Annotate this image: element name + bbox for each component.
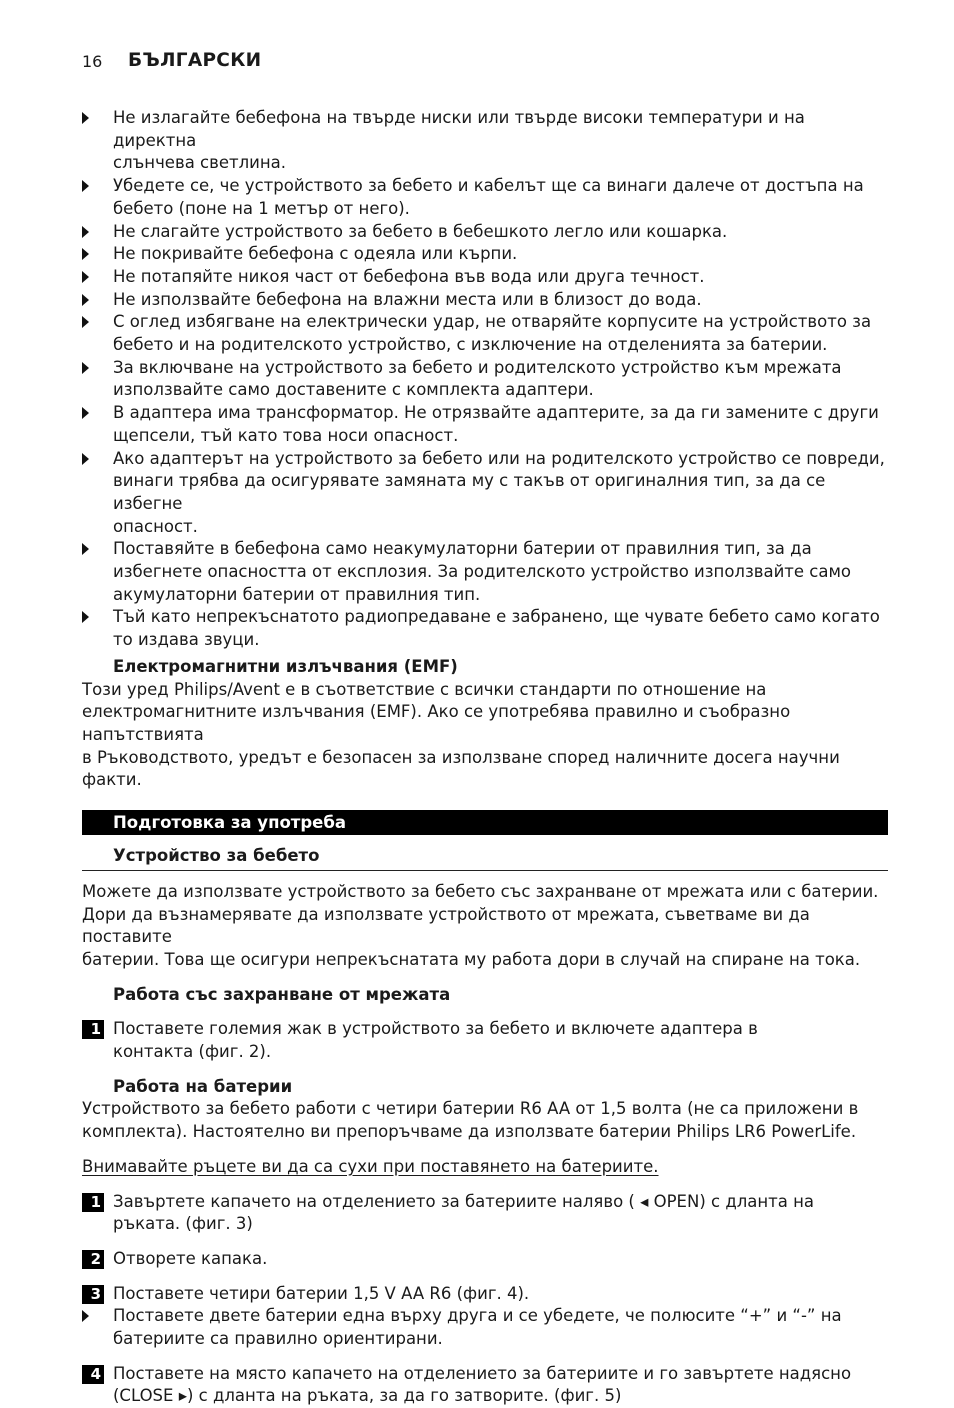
list-item: В адаптера има трансформатор. Не отрязвайте адаптерите, за да ги замените с други щепсели, тъй като това носи опасност. bbox=[82, 402, 888, 447]
list-item: Не покривайте бебефона с одеяла или кърпи. bbox=[82, 243, 888, 266]
step-text: Поставете на място капачето на отделението за батериите и го завъртете надясно (CLOSE ▸) с дланта на ръката, за да го затворите. (фиг. 5) bbox=[113, 1363, 852, 1406]
bullet-icon bbox=[82, 112, 89, 124]
battery-step-4 bbox=[82, 1363, 888, 1408]
page-number: 16 bbox=[82, 52, 103, 71]
list-item: Не излагайте бебефона на твърде ниски или твърде високи температури и на директна слънчева светлина. bbox=[82, 107, 888, 175]
list-item: Не използвайте бебефона на влажни места или в близост до вода. bbox=[82, 289, 888, 312]
page-content bbox=[82, 107, 888, 1408]
emf-paragraph: Този уред Philips/Avent е в съответствие с всички стандарти по отношение на електромагнитните излъчвания (EMF). Ако се употребява правилно и съобразно напътствията в Ръководството, уредът е безопасен за използване според наличните досега научни факти. bbox=[82, 679, 840, 790]
battery-step-2 bbox=[82, 1248, 888, 1271]
battery-heading: Работа на батерии bbox=[113, 1076, 293, 1096]
step-text: Поставете четири батерии 1,5 V AA R6 (фиг. 4). bbox=[113, 1283, 530, 1303]
step-number: 3 bbox=[82, 1285, 104, 1304]
bullet-icon bbox=[82, 453, 89, 465]
bullet-icon bbox=[82, 611, 89, 623]
language-title: БЪЛГАРСКИ bbox=[128, 50, 262, 71]
bullet-icon bbox=[82, 226, 89, 238]
list-item: Не потапяйте никоя част от бебефона във вода или друга течност. bbox=[82, 266, 888, 289]
bullet-icon bbox=[82, 407, 89, 419]
battery-paragraph: Устройството за бебето работи с четири батерии R6 AA от 1,5 волта (не са приложени в комплекта). Настоятелно ви препоръчваме да използвате батерии Philips LR6 PowerLife. bbox=[82, 1099, 859, 1142]
list-item: За включване на устройството за бебето и родителското устройство към мрежата използвайте само доставените с комплекта адаптери. bbox=[82, 357, 888, 402]
step-number: 1 bbox=[82, 1020, 104, 1039]
list-item: Тъй като непрекъснатото радиопредаване е забранено, ще чувате бебето само когато то издава звуци. bbox=[82, 606, 888, 651]
step-number: 1 bbox=[82, 1193, 104, 1212]
list-item: Ако адаптерът на устройството за бебето или на родителското устройство се повреди, винаги трябва да осигурявате замяната му с такъв от оригиналния тип, за да се избегне опасност. bbox=[82, 448, 888, 539]
list-item: Поставете двете батерии една върху друга и се убедете, че полюсите “+” и “-” на батериите са правилно ориентирани. bbox=[82, 1305, 888, 1350]
bullet-icon bbox=[82, 180, 89, 192]
step-text: Завъртете капачето на отделението за батериите наляво ( ◂ OPEN) с дланта на ръката. (фиг. 3) bbox=[113, 1191, 815, 1234]
battery-step-1 bbox=[82, 1191, 888, 1236]
step-text: Отворете капака. bbox=[113, 1248, 268, 1268]
bullet-icon bbox=[82, 1310, 89, 1322]
bullet-icon bbox=[82, 362, 89, 374]
bullet-icon bbox=[82, 248, 89, 260]
list-item: С оглед избягване на електрически удар, не отваряйте корпусите на устройството за бебето и на родителското устройство, с изключение на отделенията за батерии. bbox=[82, 311, 888, 356]
section-heading-preparation: Подготовка за употреба bbox=[82, 810, 888, 835]
mains-heading: Работа със захранване от мрежата bbox=[113, 984, 451, 1004]
step-text: Поставете големия жак в устройството за бебето и включете адаптера в контакта (фиг. 2). bbox=[113, 1019, 758, 1062]
bullet-icon bbox=[82, 543, 89, 555]
list-item: Убедете се, че устройството за бебето и кабелът ще са винаги далече от достъпа на бебето (поне на 1 метър от него). bbox=[82, 175, 888, 220]
baby-unit-paragraph: Можете да използвате устройството за бебето със захранване от мрежата или с батерии. Дори да възнамерявате да използвате устройството от мрежата, съветваме ви да поставите батерии. Това ще осигури непрекъснатата му работа дори в случай на спиране на тока. bbox=[82, 881, 879, 969]
bullet-icon bbox=[82, 316, 89, 328]
bullet-icon bbox=[82, 271, 89, 283]
battery-step-3 bbox=[82, 1283, 888, 1306]
step-number: 2 bbox=[82, 1250, 104, 1269]
list-item: Не слагайте устройството за бебето в бебешкото легло или кошарка. bbox=[82, 221, 888, 244]
mains-step bbox=[82, 1018, 888, 1063]
list-item: Поставяйте в бебефона само неакумулаторни батерии от правилния тип, за да избегнете опасността от експлозия. За родителското устройство използвайте само акумулаторни батерии от правилния тип. bbox=[82, 538, 888, 606]
battery-warning: Внимавайте ръцете ви да са сухи при поставянето на батериите. bbox=[82, 1156, 659, 1176]
safety-bullet-list bbox=[82, 107, 888, 652]
emf-heading: Електромагнитни излъчвания (EMF) bbox=[113, 656, 458, 676]
step-number: 4 bbox=[82, 1365, 104, 1384]
baby-unit-heading: Устройство за бебето bbox=[82, 845, 888, 871]
bullet-icon bbox=[82, 294, 89, 306]
